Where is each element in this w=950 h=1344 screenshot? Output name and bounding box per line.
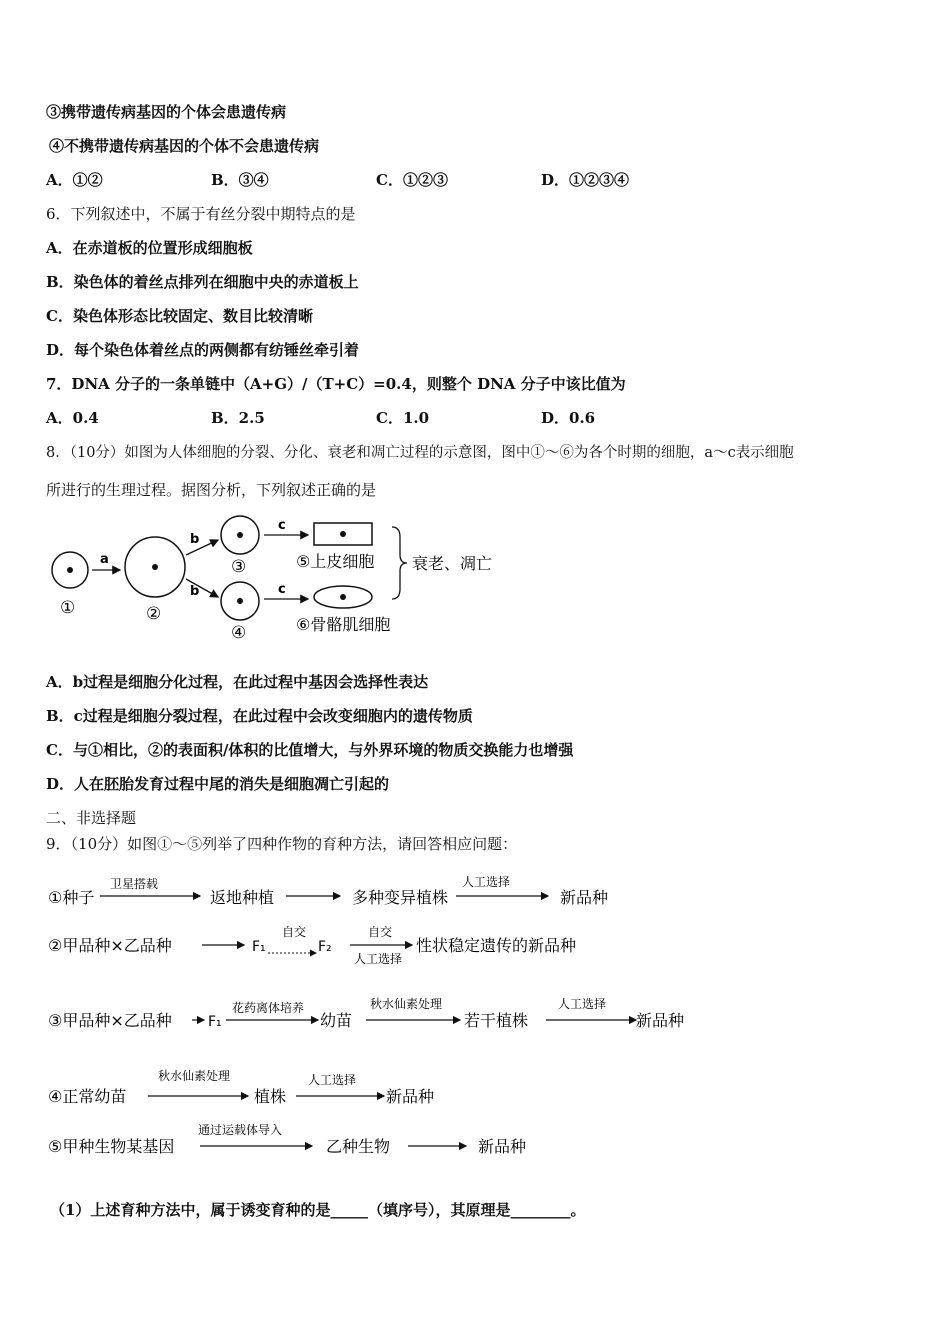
q5-option-b: B．③④	[211, 171, 269, 189]
q6-stem: 6．下列叙述中，不属于有丝分裂中期特点的是	[46, 205, 356, 223]
m2-start: ②甲品种×乙品种	[48, 936, 172, 955]
m3-end: 新品种	[636, 1011, 685, 1030]
m4-arrow1-label: 秋水仙素处理	[158, 1069, 231, 1083]
q8-option-d: D．人在胚胎发育过程中尾的消失是细胞凋亡引起的	[46, 775, 390, 793]
arrow-c-label-top: c	[278, 518, 286, 533]
m4-arrow2-label: 人工选择	[308, 1073, 357, 1087]
cell-4-label: ④	[231, 623, 247, 643]
m1-node1: 返地种植	[210, 888, 275, 907]
q8-stem-line1: 8．（10分）如图为人体细胞的分裂、分化、衰老和凋亡过程的示意图，图中①～⑥为各个时期的细胞，a～c表示细胞	[46, 445, 794, 461]
m3-node3: 若干植株	[464, 1011, 529, 1030]
m1-end: 新品种	[560, 888, 609, 907]
m4-start: ④正常幼苗	[48, 1087, 127, 1106]
m1-node2: 多种变异植株	[352, 888, 449, 907]
cell-3-label: ③	[231, 557, 247, 577]
m3-node2: 幼苗	[320, 1011, 353, 1030]
q8-option-c: C．与①相比，②的表面积/体积的比值增大，与外界环境的物质交换能力也增强	[46, 741, 574, 759]
cell-5-label: ⑤上皮细胞	[296, 552, 375, 571]
m2-end: 性状稳定遗传的新品种	[416, 936, 577, 955]
q5-statement-3: ③携带遗传病基因的个体会患遗传病	[46, 103, 287, 121]
m3-arrow3-label: 人工选择	[558, 997, 607, 1011]
q7-option-c: C．1.0	[376, 409, 430, 427]
q5-option-d: D．①②③④	[541, 171, 630, 189]
method-1	[48, 874, 608, 907]
m3-node1: F₁	[208, 1014, 222, 1030]
m5-start: ⑤甲种生物某基因	[48, 1137, 175, 1156]
m3-arrow1-label: 花药离体培养	[232, 1001, 305, 1015]
cell-1-label: ①	[60, 598, 76, 618]
q8-cell-diagram	[40, 505, 520, 645]
q6-option-a: A．在赤道板的位置形成细胞板	[46, 239, 253, 257]
q8-stem-line2: 所进行的生理过程。据图分析，下列叙述正确的是	[46, 481, 377, 499]
m2-node2: F₂	[318, 939, 332, 955]
m3-arrow2-label: 秋水仙素处理	[370, 997, 443, 1011]
m5-end: 新品种	[478, 1137, 527, 1156]
m1-arrow1-label: 卫星搭载	[110, 877, 159, 891]
brace	[392, 527, 407, 599]
q7-option-a: A．0.4	[46, 409, 99, 427]
m4-end: 新品种	[386, 1087, 435, 1106]
section-heading: 二、非选择题	[46, 809, 137, 827]
q6-option-b: B．染色体的着丝点排列在细胞中央的赤道板上	[46, 273, 359, 291]
m1-arrow2-label: 人工选择	[462, 875, 511, 889]
fate-label: 衰老、凋亡	[412, 554, 493, 573]
method-3	[48, 996, 684, 1030]
q6-option-c: C．染色体形态比较固定、数目比较清晰	[46, 307, 313, 325]
m1-start: ①种子	[48, 888, 95, 907]
m4-node1: 植株	[254, 1087, 287, 1106]
cell-2-label: ②	[146, 604, 162, 624]
m2-arrow2-label-bottom: 人工选择	[354, 952, 403, 966]
q7-option-b: B．2.5	[211, 409, 265, 427]
arrow-b-label-top: b	[190, 532, 200, 547]
q9-breeding-diagram	[40, 862, 700, 1162]
q7-stem: 7．DNA 分子的一条单链中（A+G）/（T+C）=0.4，则整个 DNA 分子中该比值为	[46, 375, 626, 393]
m5-arrow1-label: 通过运载体导入	[198, 1123, 283, 1137]
arrow-b-label-bottom: b	[190, 584, 200, 599]
cell-6-label: ⑥骨骼肌细胞	[296, 615, 391, 634]
m3-start: ③甲品种×乙品种	[48, 1011, 172, 1030]
method-4	[48, 1068, 434, 1106]
method-5	[48, 1122, 526, 1156]
q5-statement-4: ④不携带遗传病基因的个体不会患遗传病	[49, 137, 320, 155]
q6-option-d: D．每个染色体着丝点的两侧都有纺锤丝牵引着	[46, 341, 360, 359]
arrow-a-label: a	[100, 552, 109, 567]
m5-node1: 乙种生物	[326, 1137, 391, 1156]
arrow-c-label-bottom: c	[278, 582, 286, 597]
q5-option-a: A．①②	[46, 171, 103, 189]
q8-option-b: B．c过程是细胞分裂过程，在此过程中会改变细胞内的遗传物质	[46, 707, 473, 725]
q5-option-c: C．①②③	[376, 171, 448, 189]
m2-node1: F₁	[252, 939, 266, 955]
q9-stem: 9．（10分）如图①～⑤列举了四种作物的育种方法，请回答相应问题：	[46, 835, 518, 853]
q9-sub-question-1: （1）上述育种方法中，属于诱变育种的是_____（填序号），其原理是________。	[50, 1201, 586, 1219]
q8-option-a: A．b过程是细胞分化过程，在此过程中基因会选择性表达	[46, 673, 429, 691]
q7-option-d: D．0.6	[541, 409, 596, 427]
m2-arrow1-label: 自交	[282, 925, 307, 939]
m2-arrow2-label-top: 自交	[368, 925, 393, 939]
method-2	[48, 925, 576, 966]
